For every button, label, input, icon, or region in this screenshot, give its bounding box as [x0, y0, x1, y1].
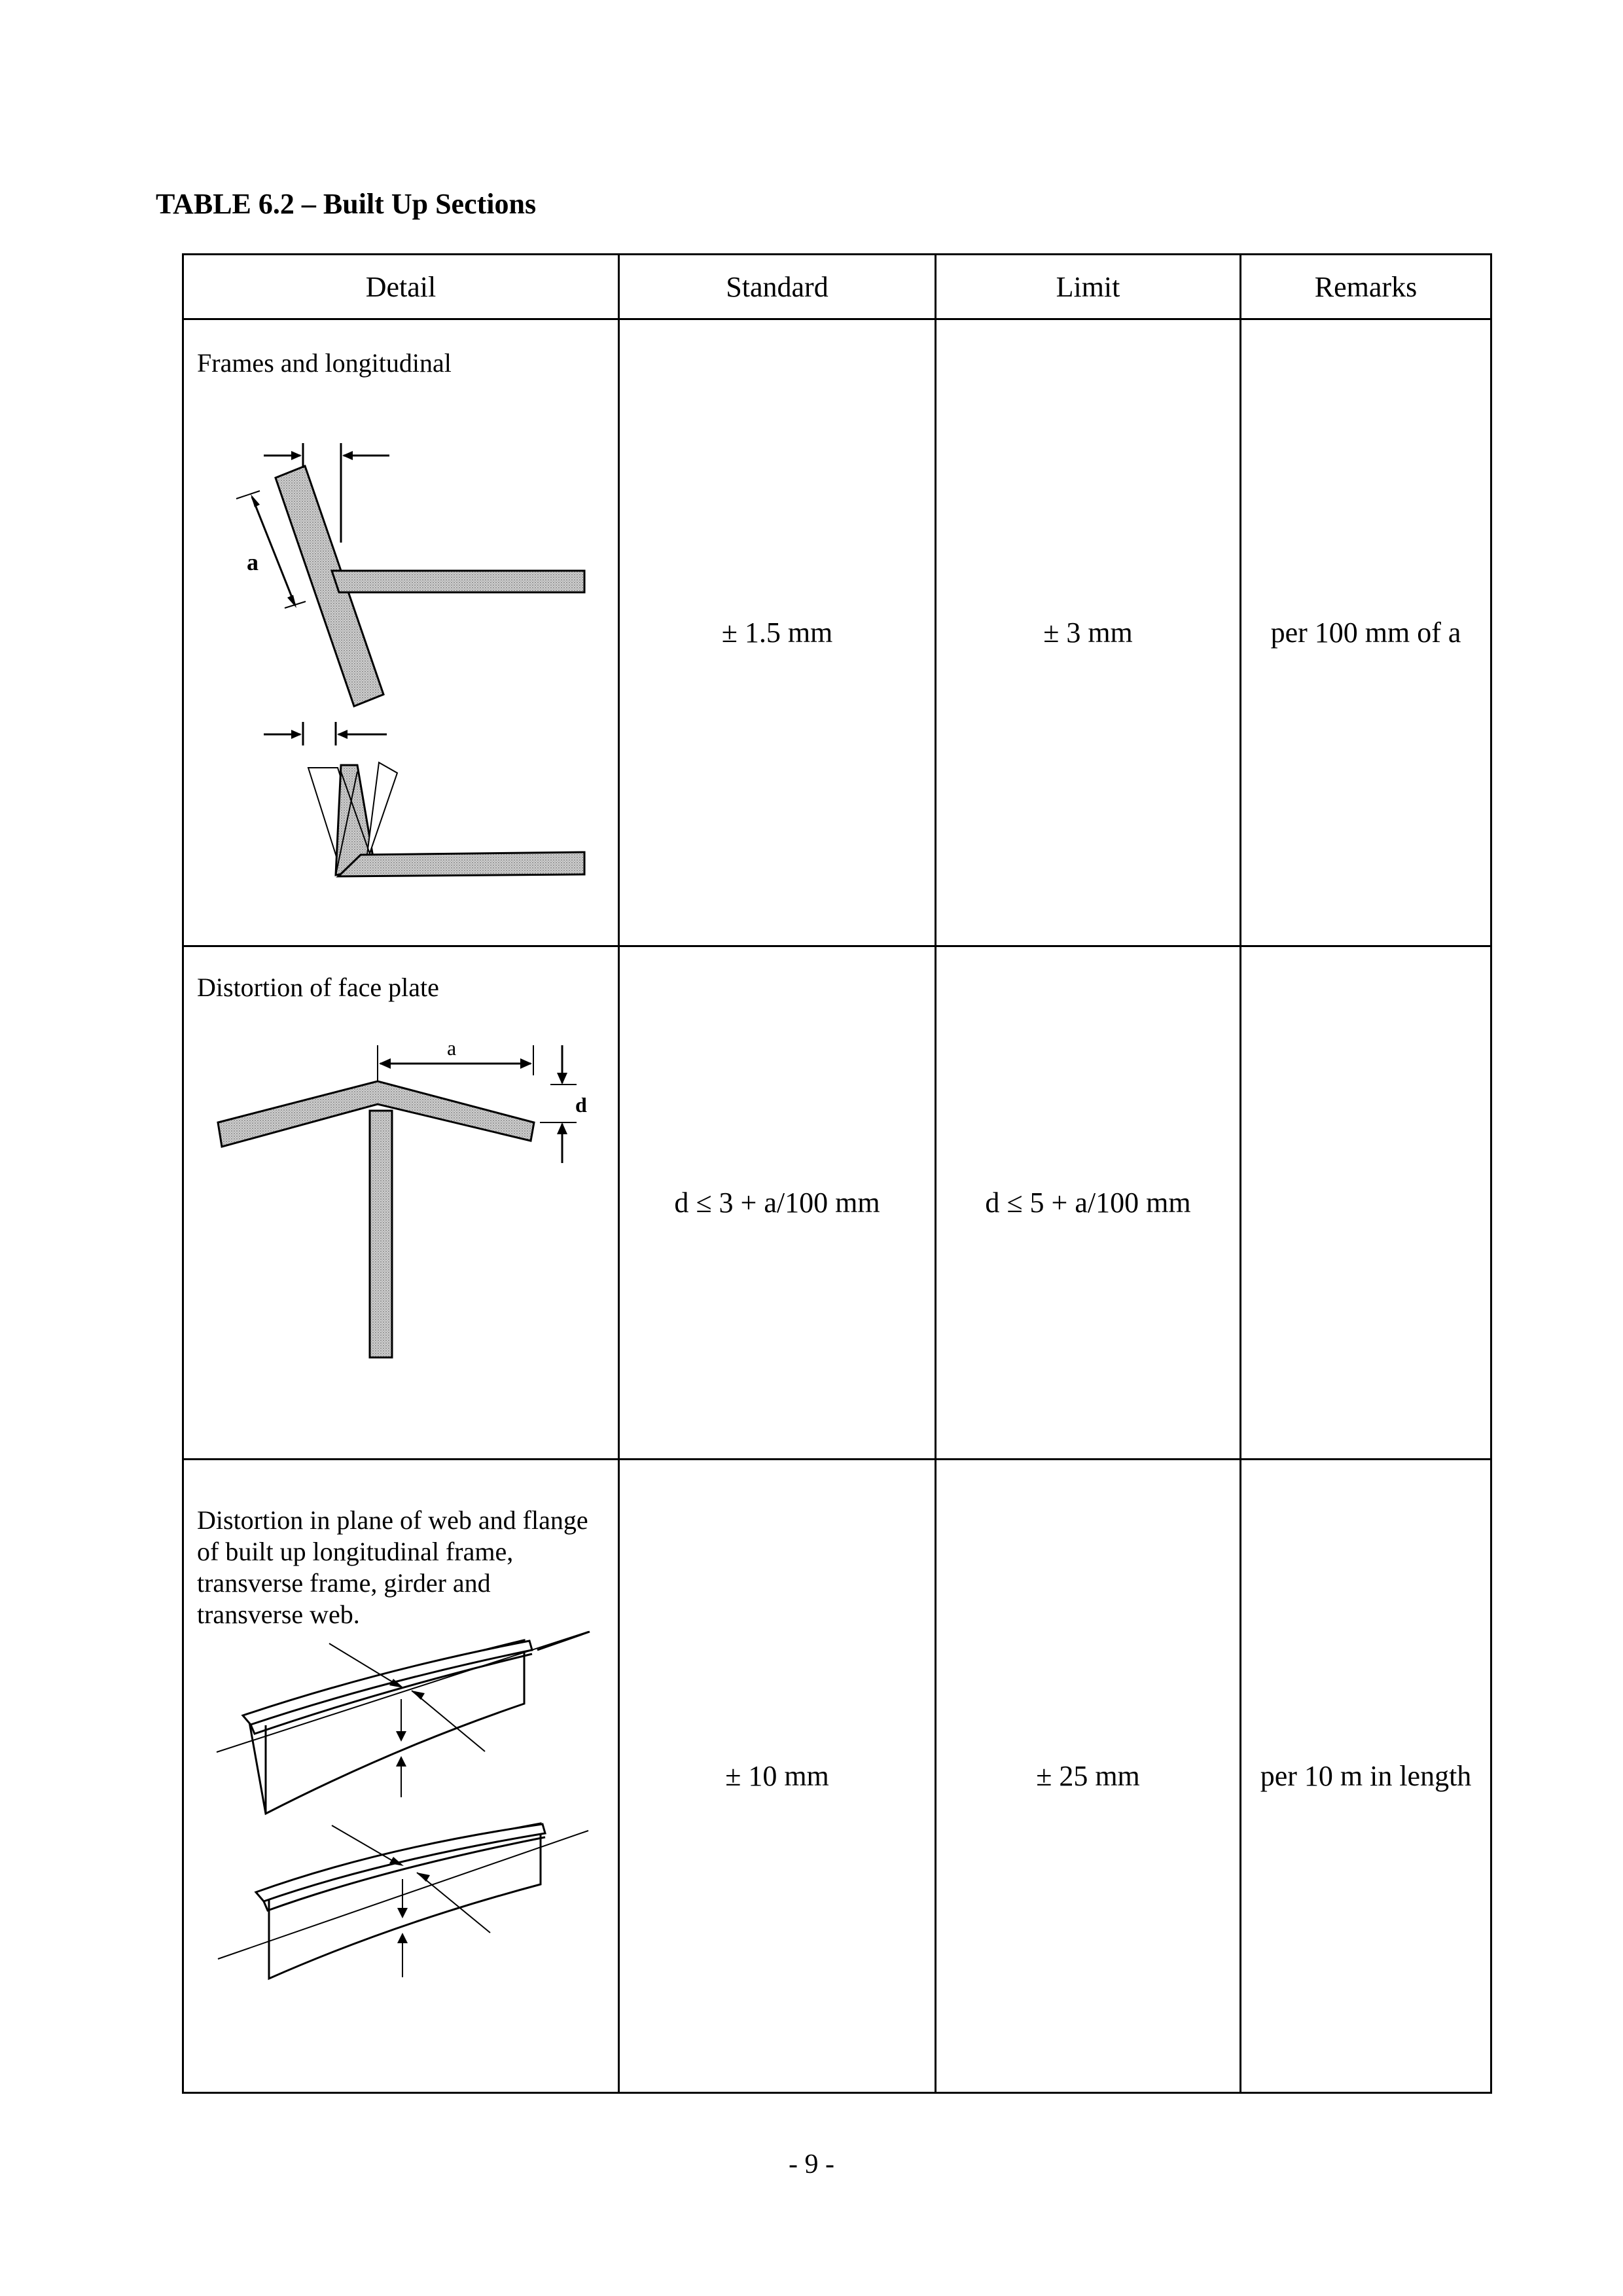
- standard-cell: d ≤ 3 + a/100 mm: [619, 946, 936, 1460]
- detail-label: Frames and longitudinal: [197, 348, 452, 378]
- limit-cell: ± 25 mm: [936, 1460, 1241, 2093]
- table-row: [183, 1460, 1491, 2093]
- dimension-d-label: d: [575, 1093, 587, 1117]
- table-title: TABLE 6.2 – Built Up Sections: [156, 188, 537, 220]
- detail-line: Distortion in plane of web and flange: [197, 1505, 588, 1535]
- detail-line: of built up longitudinal frame,: [197, 1537, 514, 1566]
- header-standard: Standard: [619, 255, 936, 319]
- header-limit: Limit: [936, 255, 1241, 319]
- built-up-sections-table: [182, 253, 1492, 2094]
- dimension-a-label: a: [247, 549, 259, 575]
- face-plate-distortion-figure: [184, 947, 620, 1460]
- standard-cell: ± 10 mm: [619, 1460, 936, 2093]
- frames-longitudinal-figure: [184, 320, 620, 947]
- table-row: [183, 946, 1491, 1460]
- detail-line: transverse web.: [197, 1600, 360, 1629]
- remarks-cell: per 10 m in length: [1241, 1460, 1491, 2093]
- standard-cell: ± 1.5 mm: [619, 319, 936, 946]
- header-row: [183, 255, 1491, 319]
- page-number: - 9 -: [789, 2149, 834, 2179]
- header-remarks: Remarks: [1241, 255, 1491, 319]
- limit-cell: ± 3 mm: [936, 319, 1241, 946]
- detail-line: transverse frame, girder and: [197, 1568, 491, 1598]
- header-detail: Detail: [183, 255, 619, 319]
- web-flange-distortion-figure: [184, 1460, 620, 2094]
- table-row: [183, 319, 1491, 946]
- detail-cell: [183, 946, 619, 1460]
- detail-label: Distortion of face plate: [197, 973, 439, 1002]
- dimension-a-label: a: [447, 1036, 457, 1060]
- limit-cell: d ≤ 5 + a/100 mm: [936, 946, 1241, 1460]
- remarks-cell: [1241, 946, 1491, 1460]
- detail-cell: [183, 1460, 619, 2093]
- remarks-cell: per 100 mm of a: [1241, 319, 1491, 946]
- detail-cell: [183, 319, 619, 946]
